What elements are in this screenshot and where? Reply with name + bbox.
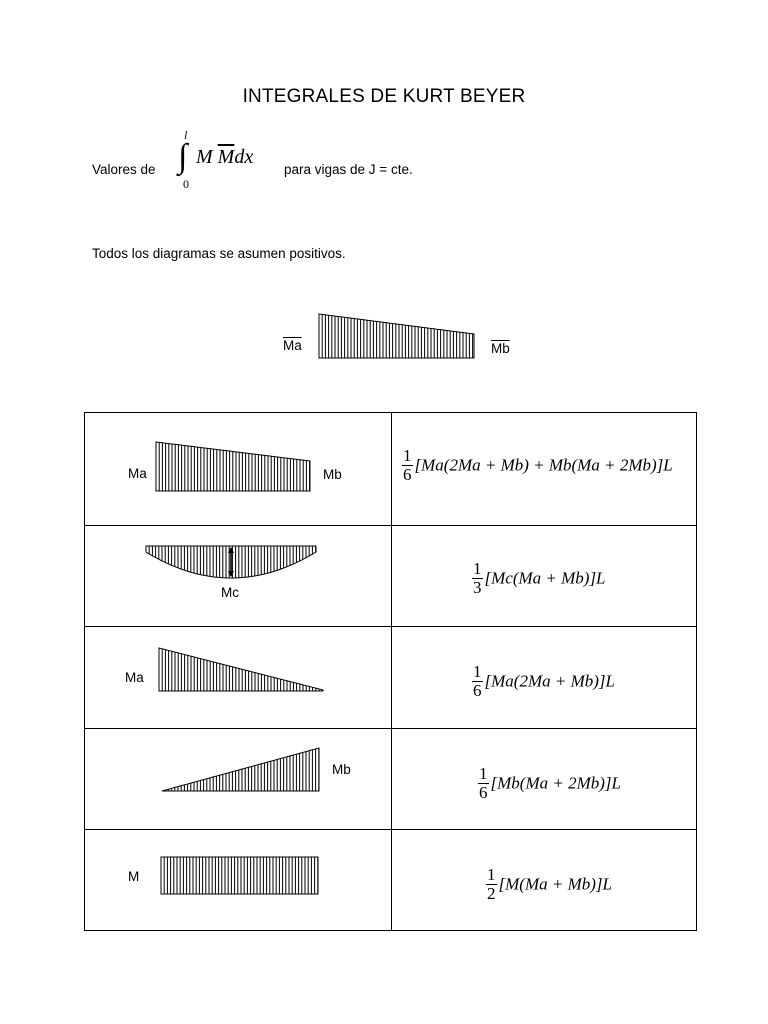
integral-sign: ∫ bbox=[178, 138, 188, 175]
diagram-outline bbox=[159, 648, 323, 691]
ref-label-mb: $\overline{Mb}$ bbox=[491, 341, 510, 356]
row3-label-ma: Ma bbox=[125, 670, 144, 685]
formula-cell bbox=[392, 627, 697, 729]
table-row bbox=[85, 413, 697, 526]
diagram-cell bbox=[85, 729, 392, 830]
formula-cell bbox=[392, 729, 697, 830]
row1-formula: $\frac{1}{6}$ [Ma(2Ma + Mb) + Mb(Ma + 2Mb)]L bbox=[403, 446, 673, 484]
parabola-diagram bbox=[144, 543, 319, 583]
integrand-m: M bbox=[196, 146, 213, 168]
trapezoid-diagram bbox=[155, 440, 315, 496]
diagram-cell bbox=[85, 526, 392, 627]
table-row bbox=[85, 526, 697, 627]
ref-trapezoid-diagram bbox=[318, 312, 478, 362]
diagram-cell bbox=[85, 413, 392, 526]
table-row bbox=[85, 729, 697, 830]
formula-cell bbox=[392, 413, 697, 526]
row2-formula: $\frac{1}{3}$ [Mc(Ma + Mb)]L bbox=[473, 559, 606, 597]
note-text: Todos los diagramas se asumen positivos. bbox=[92, 246, 346, 261]
row3-formula: $\frac{1}{6}$ [Ma(2Ma + Mb)]L bbox=[473, 662, 615, 700]
triangle-left-diagram bbox=[158, 646, 328, 694]
diagram-outline bbox=[319, 314, 474, 358]
table-row bbox=[85, 830, 697, 931]
intro-prefix: Valores de bbox=[92, 162, 156, 177]
intro-suffix: para vigas de J = cte. bbox=[284, 162, 413, 177]
row5-coefficient: $\frac{1}{2}$ bbox=[487, 865, 496, 903]
diagram-cell bbox=[85, 627, 392, 729]
formula-cell bbox=[392, 830, 697, 931]
ref-label-ma: $\overline{Ma}$ bbox=[283, 338, 302, 353]
row4-coefficient: $\frac{1}{6}$ bbox=[479, 764, 488, 802]
row1-label-mb: Mb bbox=[323, 467, 342, 482]
row5-formula: $\frac{1}{2}$ [M(Ma + Mb)]L bbox=[487, 865, 612, 903]
row5-label-m: M bbox=[128, 869, 140, 884]
integrals-table bbox=[84, 412, 697, 931]
row4-formula: $\frac{1}{6}$ [Mb(Ma + 2Mb)]L bbox=[479, 764, 621, 802]
rectangle-diagram bbox=[160, 855, 322, 897]
row3-coefficient: $\frac{1}{6}$ bbox=[473, 662, 482, 700]
diagram-outline bbox=[162, 748, 319, 791]
integrand-mbar: $\overline{M}$ bbox=[217, 146, 235, 168]
formula-cell bbox=[392, 526, 697, 627]
integrand bbox=[196, 146, 253, 169]
row1-coefficient: $\frac{1}{6}$ bbox=[403, 446, 412, 484]
page-title: INTEGRALES DE KURT BEYER bbox=[242, 86, 526, 107]
row2-label-mc: Mc bbox=[221, 585, 239, 600]
diagram-cell bbox=[85, 830, 392, 931]
row1-label-ma: Ma bbox=[128, 466, 147, 481]
integral-upper-limit: l bbox=[184, 128, 188, 142]
row2-coefficient: $\frac{1}{3}$ bbox=[473, 559, 482, 597]
triangle-right-diagram bbox=[161, 746, 323, 792]
integrand-dx: dx bbox=[234, 146, 254, 168]
table-row bbox=[85, 627, 697, 729]
diagram-outline bbox=[161, 857, 318, 894]
row4-label-mb: Mb bbox=[332, 762, 351, 777]
integral-lower-limit: 0 bbox=[183, 177, 189, 191]
